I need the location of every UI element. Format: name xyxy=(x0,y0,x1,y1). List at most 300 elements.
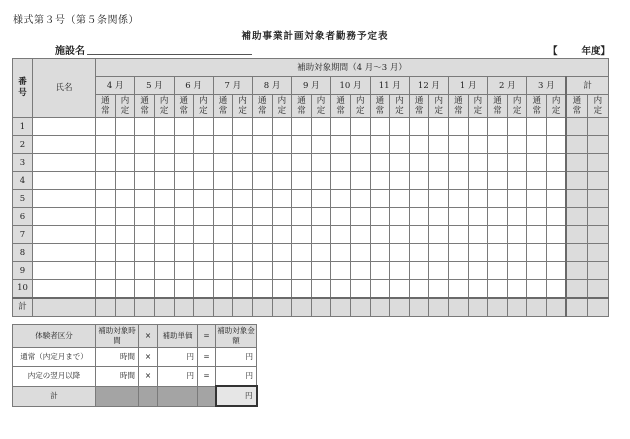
offer-hours-cell[interactable] xyxy=(233,262,253,280)
offer-hours-cell[interactable] xyxy=(429,226,449,244)
regular-hours-cell[interactable] xyxy=(213,118,233,136)
regular-hours-cell[interactable] xyxy=(488,226,508,244)
regular-hours-cell[interactable] xyxy=(292,226,312,244)
offer-hours-cell[interactable] xyxy=(350,190,370,208)
regular-hours-cell[interactable] xyxy=(488,136,508,154)
offer-hours-cell[interactable] xyxy=(429,208,449,226)
subheader-offer-label: 内定 xyxy=(238,96,247,116)
total-month-cell xyxy=(390,298,410,317)
regular-hours-cell[interactable] xyxy=(488,244,508,262)
offer-hours-cell[interactable] xyxy=(233,118,253,136)
regular-hours-cell[interactable] xyxy=(135,226,155,244)
offer-hours-cell[interactable] xyxy=(115,280,135,298)
facility-input-line[interactable] xyxy=(87,54,252,55)
offer-hours-cell[interactable] xyxy=(194,244,214,262)
offer-hours-cell[interactable] xyxy=(115,136,135,154)
regular-hours-cell[interactable] xyxy=(488,190,508,208)
regular-hours-cell[interactable] xyxy=(488,208,508,226)
offer-hours-cell[interactable] xyxy=(154,262,174,280)
regular-hours-cell[interactable] xyxy=(135,190,155,208)
regular-hours-cell[interactable] xyxy=(449,136,469,154)
regular-hours-cell[interactable] xyxy=(174,136,194,154)
regular-hours-cell[interactable] xyxy=(527,226,547,244)
offer-hours-cell[interactable] xyxy=(194,154,214,172)
offer-hours-cell[interactable] xyxy=(154,280,174,298)
regular-hours-cell[interactable] xyxy=(527,208,547,226)
regular-hours-cell[interactable] xyxy=(292,280,312,298)
header-month: 2 月 xyxy=(488,77,527,95)
regular-hours-cell[interactable] xyxy=(96,280,116,298)
regular-hours-cell[interactable] xyxy=(252,262,272,280)
offer-hours-cell[interactable] xyxy=(468,118,488,136)
regular-hours-cell[interactable] xyxy=(292,262,312,280)
regular-hours-cell[interactable] xyxy=(331,262,351,280)
offer-hours-cell[interactable] xyxy=(429,118,449,136)
offer-hours-cell[interactable] xyxy=(507,208,527,226)
amount-field[interactable]: 円 xyxy=(216,367,257,387)
offer-hours-cell[interactable] xyxy=(547,280,567,298)
offer-hours-cell[interactable] xyxy=(194,172,214,190)
regular-hours-cell[interactable] xyxy=(292,208,312,226)
offer-hours-cell[interactable] xyxy=(468,280,488,298)
total-month-cell xyxy=(547,298,567,317)
regular-hours-cell[interactable] xyxy=(331,280,351,298)
regular-hours-cell[interactable] xyxy=(488,118,508,136)
subheader-offer xyxy=(547,95,567,118)
regular-hours-cell[interactable] xyxy=(96,190,116,208)
row-category: 通常（内定月まで） xyxy=(13,348,96,367)
regular-hours-cell[interactable] xyxy=(409,280,429,298)
unit-price-field[interactable]: 円 xyxy=(158,348,198,367)
table-row xyxy=(13,190,609,208)
offer-hours-cell[interactable] xyxy=(468,244,488,262)
total-month-cell xyxy=(409,298,429,317)
offer-hours-cell[interactable] xyxy=(468,172,488,190)
regular-hours-cell[interactable] xyxy=(96,208,116,226)
regular-hours-cell[interactable] xyxy=(174,118,194,136)
offer-hours-cell[interactable] xyxy=(272,208,292,226)
regular-hours-cell[interactable] xyxy=(174,262,194,280)
subheader-regular xyxy=(488,95,508,118)
regular-hours-cell[interactable] xyxy=(409,136,429,154)
offer-hours-cell[interactable] xyxy=(547,226,567,244)
regular-hours-cell[interactable] xyxy=(409,118,429,136)
regular-hours-cell[interactable] xyxy=(292,118,312,136)
header-month: 12 月 xyxy=(409,77,448,95)
offer-hours-cell[interactable] xyxy=(507,262,527,280)
offer-hours-cell[interactable] xyxy=(194,136,214,154)
regular-hours-cell[interactable] xyxy=(292,172,312,190)
grand-total-offer-cell xyxy=(587,298,608,317)
offer-hours-cell[interactable] xyxy=(350,154,370,172)
total-name-cell xyxy=(33,298,96,317)
offer-hours-cell[interactable] xyxy=(272,172,292,190)
regular-hours-cell[interactable] xyxy=(409,262,429,280)
regular-hours-cell[interactable] xyxy=(174,280,194,298)
offer-hours-cell[interactable] xyxy=(194,262,214,280)
regular-hours-cell[interactable] xyxy=(331,208,351,226)
offer-hours-cell[interactable] xyxy=(547,262,567,280)
regular-hours-cell[interactable] xyxy=(252,208,272,226)
regular-hours-cell[interactable] xyxy=(135,244,155,262)
regular-hours-cell[interactable] xyxy=(449,244,469,262)
offer-hours-cell[interactable] xyxy=(350,136,370,154)
offer-hours-cell[interactable] xyxy=(272,190,292,208)
subheader-offer-label: 内定 xyxy=(356,96,365,116)
total-month-cell xyxy=(488,298,508,317)
offer-hours-cell[interactable] xyxy=(272,118,292,136)
offer-hours-cell[interactable] xyxy=(154,244,174,262)
regular-hours-cell[interactable] xyxy=(174,226,194,244)
offer-hours-cell[interactable] xyxy=(390,244,410,262)
regular-hours-cell[interactable] xyxy=(96,154,116,172)
offer-hours-cell[interactable] xyxy=(194,226,214,244)
header-month: 5 月 xyxy=(135,77,174,95)
offer-hours-cell[interactable] xyxy=(547,118,567,136)
offer-hours-cell[interactable] xyxy=(468,154,488,172)
regular-hours-cell[interactable] xyxy=(174,154,194,172)
offer-hours-cell[interactable] xyxy=(272,154,292,172)
header-month: 7 月 xyxy=(213,77,252,95)
offer-hours-cell[interactable] xyxy=(233,154,253,172)
total-offer-cell xyxy=(587,172,608,190)
name-cell[interactable] xyxy=(33,154,96,172)
regular-hours-cell[interactable] xyxy=(409,208,429,226)
offer-hours-cell[interactable] xyxy=(390,190,410,208)
name-cell[interactable] xyxy=(33,172,96,190)
offer-hours-cell[interactable] xyxy=(233,172,253,190)
form-number: 様式第３号（第５条関係） xyxy=(13,15,139,26)
regular-hours-cell[interactable] xyxy=(331,190,351,208)
offer-hours-cell[interactable] xyxy=(468,208,488,226)
subheader-regular xyxy=(135,95,155,118)
regular-hours-cell[interactable] xyxy=(488,280,508,298)
regular-hours-cell[interactable] xyxy=(370,136,390,154)
offer-hours-cell[interactable] xyxy=(311,208,331,226)
offer-hours-cell[interactable] xyxy=(350,244,370,262)
offer-hours-cell[interactable] xyxy=(547,244,567,262)
row-number: 5 xyxy=(13,190,33,208)
regular-hours-cell[interactable] xyxy=(135,154,155,172)
offer-hours-cell[interactable] xyxy=(507,136,527,154)
row-number: 3 xyxy=(13,154,33,172)
regular-hours-cell[interactable] xyxy=(370,244,390,262)
regular-hours-cell[interactable] xyxy=(331,136,351,154)
regular-hours-cell[interactable] xyxy=(370,262,390,280)
offer-hours-cell[interactable] xyxy=(350,262,370,280)
offer-hours-cell[interactable] xyxy=(547,154,567,172)
offer-hours-cell[interactable] xyxy=(154,226,174,244)
offer-hours-cell[interactable] xyxy=(350,118,370,136)
total-month-cell xyxy=(115,298,135,317)
regular-hours-cell[interactable] xyxy=(370,154,390,172)
regular-hours-cell[interactable] xyxy=(96,136,116,154)
offer-hours-cell[interactable] xyxy=(115,244,135,262)
offer-hours-cell[interactable] xyxy=(350,172,370,190)
regular-hours-cell[interactable] xyxy=(449,262,469,280)
regular-hours-cell[interactable] xyxy=(213,262,233,280)
regular-hours-cell[interactable] xyxy=(213,190,233,208)
total-row-label: 計 xyxy=(13,298,33,317)
regular-hours-cell[interactable] xyxy=(135,262,155,280)
subheader-offer xyxy=(587,95,608,118)
name-cell[interactable] xyxy=(33,262,96,280)
offer-hours-cell[interactable] xyxy=(194,208,214,226)
offer-hours-cell[interactable] xyxy=(390,208,410,226)
offer-hours-cell[interactable] xyxy=(311,226,331,244)
regular-hours-cell[interactable] xyxy=(96,118,116,136)
offer-hours-cell[interactable] xyxy=(233,136,253,154)
regular-hours-cell[interactable] xyxy=(174,190,194,208)
regular-hours-cell[interactable] xyxy=(488,154,508,172)
total-regular-cell xyxy=(566,172,587,190)
regular-hours-cell[interactable] xyxy=(96,244,116,262)
regular-hours-cell[interactable] xyxy=(527,244,547,262)
offer-hours-cell[interactable] xyxy=(507,190,527,208)
offer-hours-cell[interactable] xyxy=(429,136,449,154)
offer-hours-cell[interactable] xyxy=(390,172,410,190)
subheader-regular-label: 通常 xyxy=(218,96,228,116)
offer-hours-cell[interactable] xyxy=(429,244,449,262)
regular-hours-cell[interactable] xyxy=(331,154,351,172)
regular-hours-cell[interactable] xyxy=(370,226,390,244)
regular-hours-cell[interactable] xyxy=(135,118,155,136)
offer-hours-cell[interactable] xyxy=(233,280,253,298)
total-offer-cell xyxy=(587,118,608,136)
offer-hours-cell[interactable] xyxy=(311,172,331,190)
offer-hours-cell[interactable] xyxy=(507,226,527,244)
regular-hours-cell[interactable] xyxy=(252,244,272,262)
regular-hours-cell[interactable] xyxy=(527,190,547,208)
offer-hours-cell[interactable] xyxy=(115,172,135,190)
offer-hours-cell[interactable] xyxy=(154,154,174,172)
offer-hours-cell[interactable] xyxy=(468,190,488,208)
regular-hours-cell[interactable] xyxy=(174,244,194,262)
name-cell[interactable] xyxy=(33,118,96,136)
regular-hours-cell[interactable] xyxy=(252,118,272,136)
regular-hours-cell[interactable] xyxy=(527,262,547,280)
offer-hours-cell[interactable] xyxy=(507,244,527,262)
regular-hours-cell[interactable] xyxy=(449,172,469,190)
offer-hours-cell[interactable] xyxy=(311,262,331,280)
offer-hours-cell[interactable] xyxy=(311,136,331,154)
regular-hours-cell[interactable] xyxy=(96,262,116,280)
offer-hours-cell[interactable] xyxy=(115,118,135,136)
regular-hours-cell[interactable] xyxy=(370,190,390,208)
regular-hours-cell[interactable] xyxy=(292,136,312,154)
regular-hours-cell[interactable] xyxy=(409,244,429,262)
regular-hours-cell[interactable] xyxy=(527,136,547,154)
offer-hours-cell[interactable] xyxy=(311,280,331,298)
regular-hours-cell[interactable] xyxy=(527,280,547,298)
hours-field[interactable]: 時間 xyxy=(96,367,139,387)
offer-hours-cell[interactable] xyxy=(507,154,527,172)
amount-field[interactable]: 円 xyxy=(216,348,257,367)
regular-hours-cell[interactable] xyxy=(488,172,508,190)
name-cell[interactable] xyxy=(33,226,96,244)
offer-hours-cell[interactable] xyxy=(272,244,292,262)
offer-hours-cell[interactable] xyxy=(547,136,567,154)
times-sign: × xyxy=(139,367,158,387)
offer-hours-cell[interactable] xyxy=(507,280,527,298)
regular-hours-cell[interactable] xyxy=(449,118,469,136)
regular-hours-cell[interactable] xyxy=(252,154,272,172)
offer-hours-cell[interactable] xyxy=(547,172,567,190)
name-cell[interactable] xyxy=(33,136,96,154)
offer-hours-cell[interactable] xyxy=(468,136,488,154)
offer-hours-cell[interactable] xyxy=(311,154,331,172)
offer-hours-cell[interactable] xyxy=(429,280,449,298)
regular-hours-cell[interactable] xyxy=(370,118,390,136)
regular-hours-cell[interactable] xyxy=(213,172,233,190)
regular-hours-cell[interactable] xyxy=(449,280,469,298)
subheader-offer-label: 内定 xyxy=(277,96,287,116)
regular-hours-cell[interactable] xyxy=(409,226,429,244)
offer-hours-cell[interactable] xyxy=(468,262,488,280)
regular-hours-cell[interactable] xyxy=(292,244,312,262)
offer-hours-cell[interactable] xyxy=(390,280,410,298)
offer-hours-cell[interactable] xyxy=(429,262,449,280)
offer-hours-cell[interactable] xyxy=(507,118,527,136)
regular-hours-cell[interactable] xyxy=(409,190,429,208)
total-regular-cell xyxy=(566,280,587,298)
offer-hours-cell[interactable] xyxy=(272,280,292,298)
offer-hours-cell[interactable] xyxy=(194,118,214,136)
offer-hours-cell[interactable] xyxy=(468,226,488,244)
offer-hours-cell[interactable] xyxy=(390,136,410,154)
offer-hours-cell[interactable] xyxy=(272,262,292,280)
offer-hours-cell[interactable] xyxy=(311,190,331,208)
offer-hours-cell[interactable] xyxy=(429,190,449,208)
offer-hours-cell[interactable] xyxy=(272,226,292,244)
subheader-regular xyxy=(292,95,312,118)
name-cell[interactable] xyxy=(33,190,96,208)
regular-hours-cell[interactable] xyxy=(252,226,272,244)
regular-hours-cell[interactable] xyxy=(174,172,194,190)
regular-hours-cell[interactable] xyxy=(331,226,351,244)
row-number: 9 xyxy=(13,262,33,280)
unit-price-field[interactable]: 円 xyxy=(158,367,198,387)
regular-hours-cell[interactable] xyxy=(135,136,155,154)
offer-hours-cell[interactable] xyxy=(311,118,331,136)
offer-hours-cell[interactable] xyxy=(390,118,410,136)
regular-hours-cell[interactable] xyxy=(370,208,390,226)
regular-hours-cell[interactable] xyxy=(527,172,547,190)
subheader-offer xyxy=(233,95,253,118)
offer-hours-cell[interactable] xyxy=(547,190,567,208)
offer-hours-cell[interactable] xyxy=(233,226,253,244)
offer-hours-cell[interactable] xyxy=(115,190,135,208)
offer-hours-cell[interactable] xyxy=(115,208,135,226)
offer-hours-cell[interactable] xyxy=(115,154,135,172)
regular-hours-cell[interactable] xyxy=(449,190,469,208)
regular-hours-cell[interactable] xyxy=(331,244,351,262)
name-cell[interactable] xyxy=(33,208,96,226)
offer-hours-cell[interactable] xyxy=(272,136,292,154)
offer-hours-cell[interactable] xyxy=(350,208,370,226)
regular-hours-cell[interactable] xyxy=(252,172,272,190)
regular-hours-cell[interactable] xyxy=(213,208,233,226)
regular-hours-cell[interactable] xyxy=(135,208,155,226)
regular-hours-cell[interactable] xyxy=(252,280,272,298)
offer-hours-cell[interactable] xyxy=(115,262,135,280)
total-month-cell xyxy=(96,298,116,317)
regular-hours-cell[interactable] xyxy=(449,226,469,244)
offer-hours-cell[interactable] xyxy=(154,208,174,226)
name-cell[interactable] xyxy=(33,244,96,262)
subheader-regular-label: 通常 xyxy=(375,96,385,116)
regular-hours-cell[interactable] xyxy=(213,136,233,154)
regular-hours-cell[interactable] xyxy=(409,172,429,190)
regular-hours-cell[interactable] xyxy=(213,154,233,172)
header-month: 3 月 xyxy=(527,77,566,95)
regular-hours-cell[interactable] xyxy=(213,280,233,298)
offer-hours-cell[interactable] xyxy=(350,226,370,244)
regular-hours-cell[interactable] xyxy=(96,172,116,190)
offer-hours-cell[interactable] xyxy=(507,172,527,190)
offer-hours-cell[interactable] xyxy=(154,190,174,208)
offer-hours-cell[interactable] xyxy=(547,208,567,226)
total-amount-field[interactable]: 円 xyxy=(216,386,257,406)
offer-hours-cell[interactable] xyxy=(154,172,174,190)
offer-hours-cell[interactable] xyxy=(390,262,410,280)
offer-hours-cell[interactable] xyxy=(429,154,449,172)
offer-hours-cell[interactable] xyxy=(154,118,174,136)
regular-hours-cell[interactable] xyxy=(527,118,547,136)
offer-hours-cell[interactable] xyxy=(350,280,370,298)
offer-hours-cell[interactable] xyxy=(233,244,253,262)
offer-hours-cell[interactable] xyxy=(390,154,410,172)
subheader-regular xyxy=(331,95,351,118)
regular-hours-cell[interactable] xyxy=(292,190,312,208)
regular-hours-cell[interactable] xyxy=(331,172,351,190)
name-cell[interactable] xyxy=(33,280,96,298)
offer-hours-cell[interactable] xyxy=(390,226,410,244)
regular-hours-cell[interactable] xyxy=(409,154,429,172)
regular-hours-cell[interactable] xyxy=(370,280,390,298)
row-category: 内定の翌月以降 xyxy=(13,367,96,387)
hours-field[interactable]: 時間 xyxy=(96,348,139,367)
offer-hours-cell[interactable] xyxy=(429,172,449,190)
regular-hours-cell[interactable] xyxy=(252,190,272,208)
regular-hours-cell[interactable] xyxy=(449,154,469,172)
regular-hours-cell[interactable] xyxy=(213,226,233,244)
offer-hours-cell[interactable] xyxy=(311,244,331,262)
offer-hours-cell[interactable] xyxy=(194,190,214,208)
regular-hours-cell[interactable] xyxy=(174,208,194,226)
offer-hours-cell[interactable] xyxy=(233,190,253,208)
regular-hours-cell[interactable] xyxy=(252,136,272,154)
regular-hours-cell[interactable] xyxy=(135,280,155,298)
regular-hours-cell[interactable] xyxy=(370,172,390,190)
regular-hours-cell[interactable] xyxy=(213,244,233,262)
regular-hours-cell[interactable] xyxy=(449,208,469,226)
regular-hours-cell[interactable] xyxy=(96,226,116,244)
row-number: 1 xyxy=(13,118,33,136)
header-month: 6 月 xyxy=(174,77,213,95)
regular-hours-cell[interactable] xyxy=(135,172,155,190)
subheader-regular-label: 通常 xyxy=(532,96,542,116)
offer-hours-cell[interactable] xyxy=(194,280,214,298)
offer-hours-cell[interactable] xyxy=(233,208,253,226)
regular-hours-cell[interactable] xyxy=(488,262,508,280)
regular-hours-cell[interactable] xyxy=(331,118,351,136)
offer-hours-cell[interactable] xyxy=(115,226,135,244)
total-month-cell xyxy=(272,298,292,317)
regular-hours-cell[interactable] xyxy=(527,154,547,172)
regular-hours-cell[interactable] xyxy=(292,154,312,172)
offer-hours-cell[interactable] xyxy=(154,136,174,154)
